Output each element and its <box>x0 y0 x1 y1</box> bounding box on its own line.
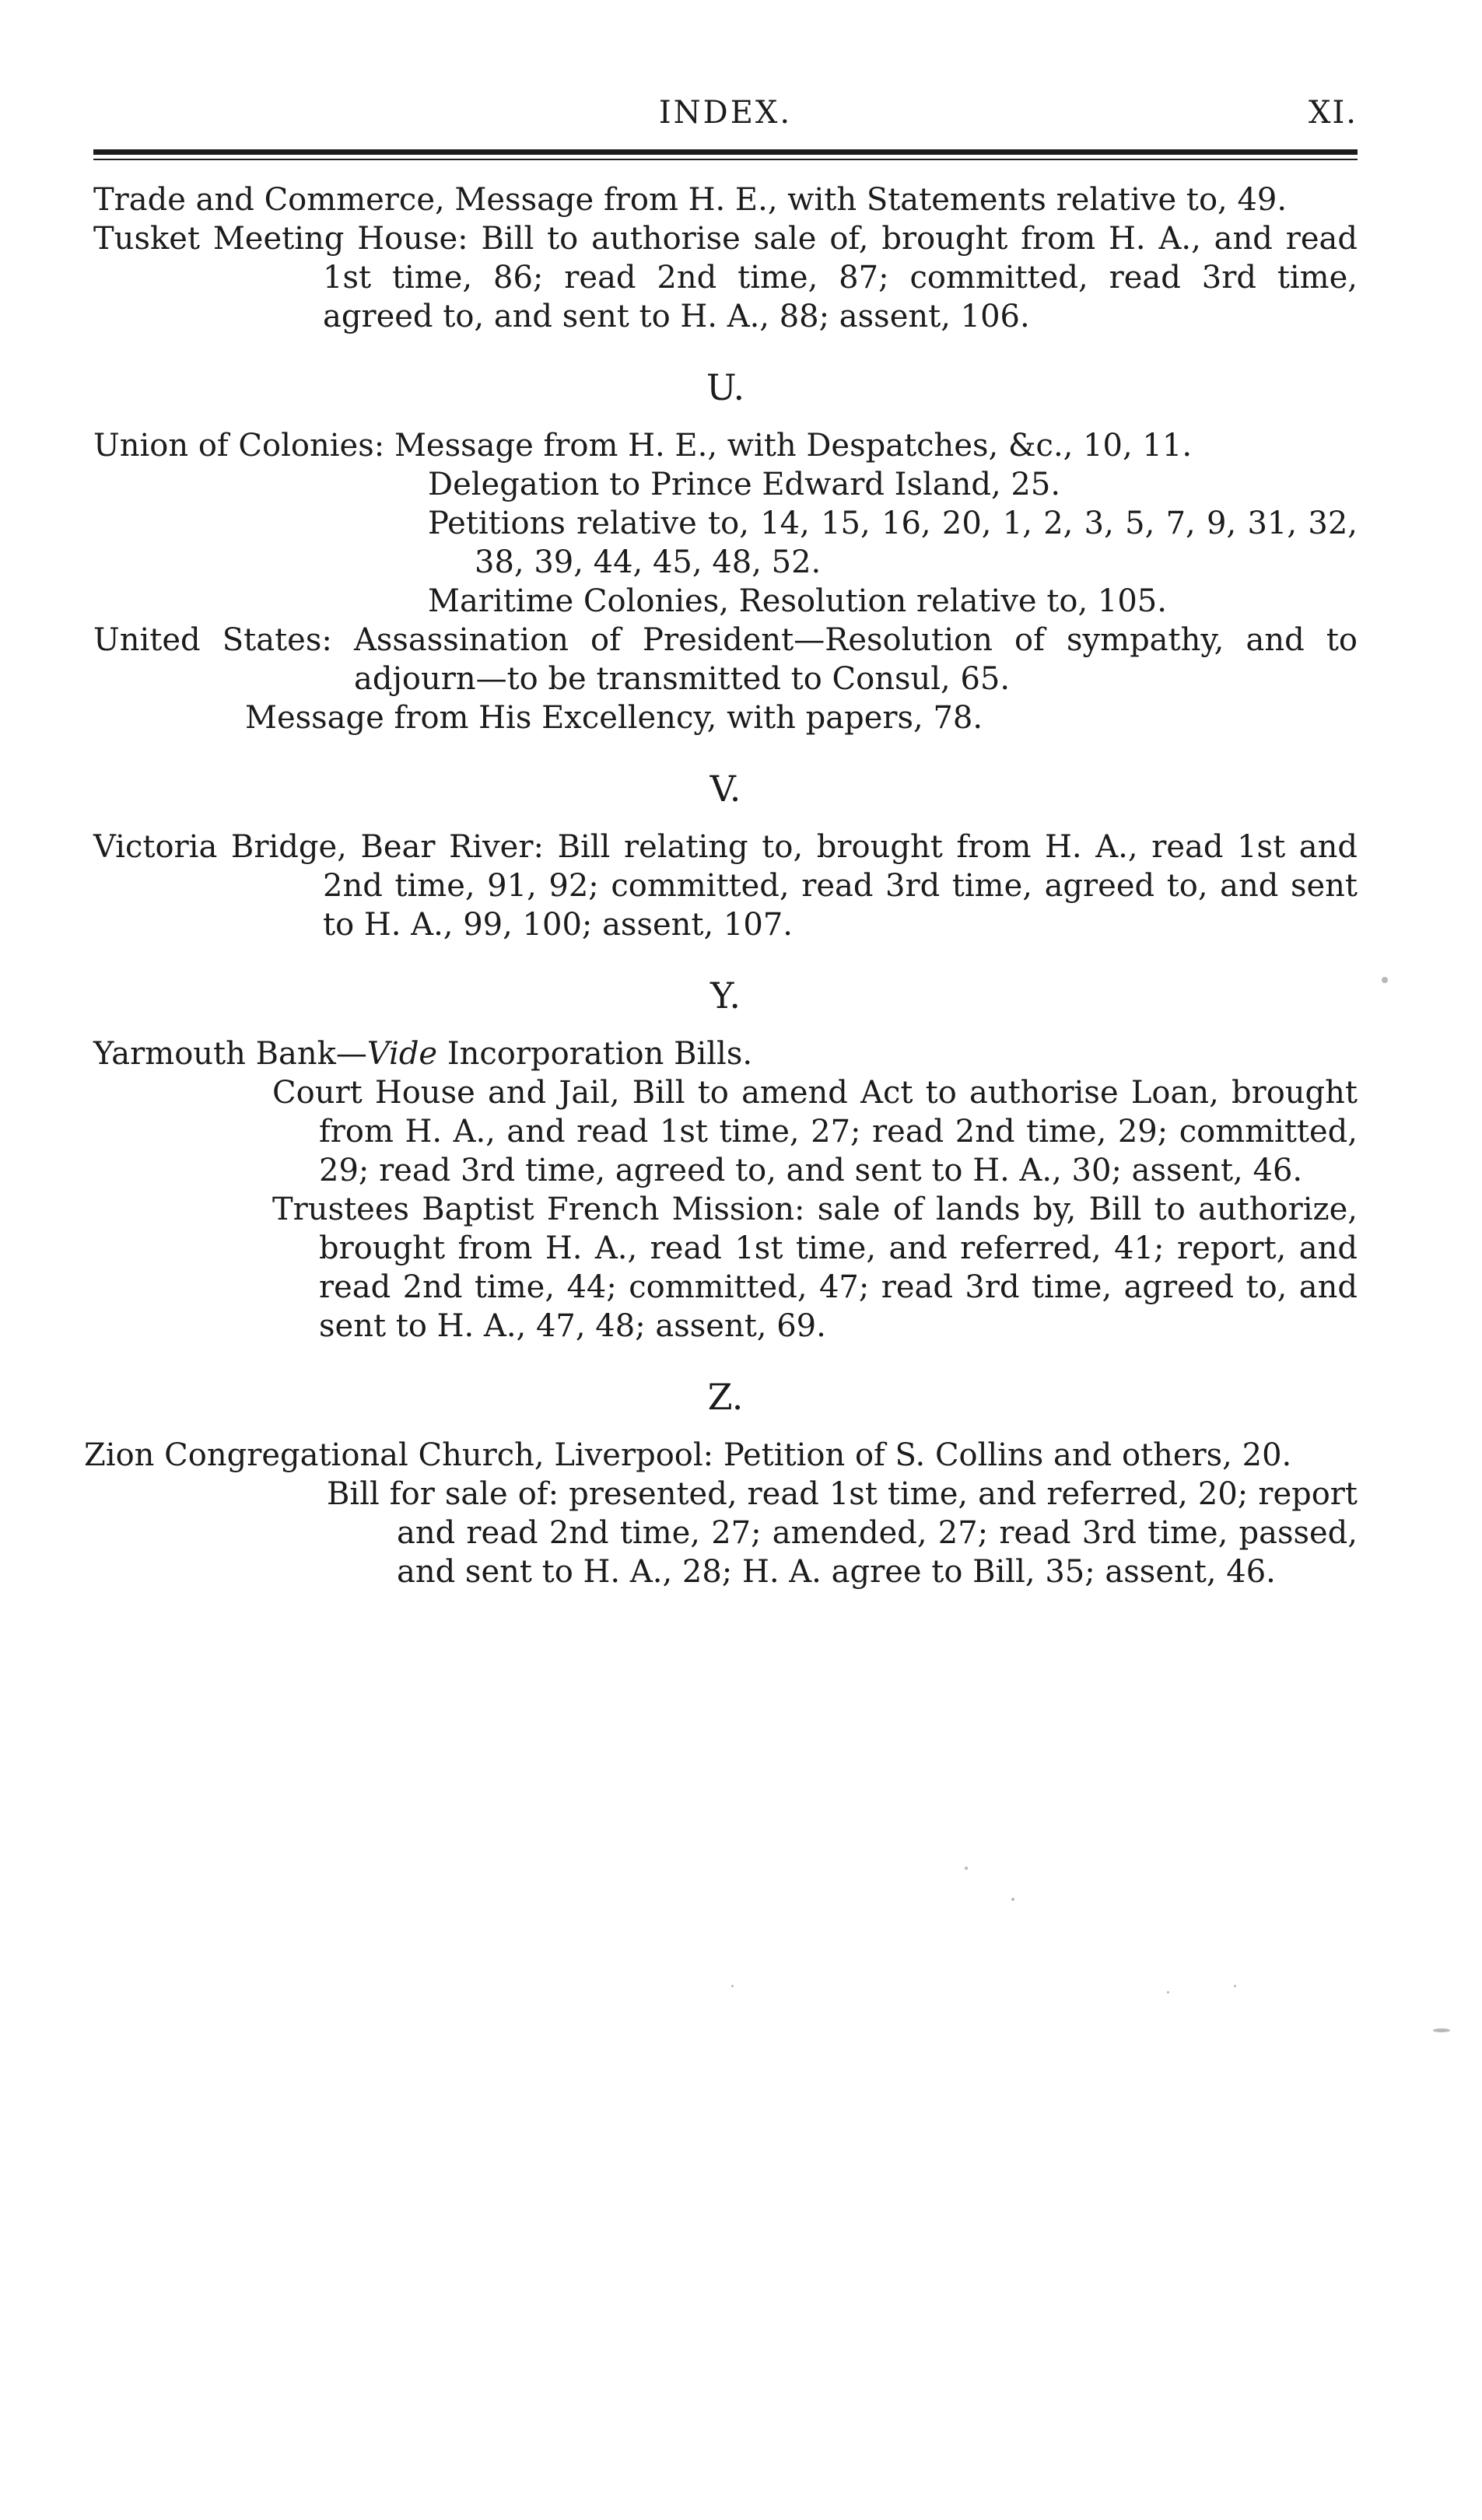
yarmouth-prefix: Yarmouth Bank— <box>93 1036 367 1072</box>
index-entry-victoria: Victoria Bridge, Bear River: Bill relating to, brought from H. A., read 1st and 2nd time, 91, 92; committed, read 3rd time, agreed to, and sent to H. A., 99, 100; assent, 107. <box>93 829 1358 943</box>
zion-bill: Bill for sale of: presented, read 1st time, and referred, 20; report and read 2nd time, 27; amended, 27; read 3rd time, passed, and sent to H. A., 28; H. A. agree to Bill, 35; assent, 46. <box>327 1476 1358 1590</box>
section-letter-u: U. <box>706 366 745 408</box>
index-entry-union <box>93 426 1358 465</box>
header-rule-thin <box>93 159 1358 160</box>
scan-speck <box>1234 1985 1236 1987</box>
scan-speck <box>1433 2028 1450 2032</box>
running-title: INDEX. <box>658 95 793 131</box>
index-entry-united-states: United States: Assassination of President—Resolution of sympathy, and to adjourn—to be transmitted to Consul, 65. <box>93 622 1358 697</box>
index-content <box>84 180 1358 1591</box>
page-header <box>93 95 1358 142</box>
header-rule-thick <box>93 149 1358 155</box>
union-subentries <box>93 465 1358 621</box>
yarmouth-suffix: Incorporation Bills. <box>437 1036 753 1072</box>
scan-speck <box>1167 1991 1169 1993</box>
union-message: Message from H. E., with Despatches, &c., 10, 11. <box>394 428 1193 464</box>
yarmouth-court-house: Court House and Jail, Bill to amend Act to authorise Loan, brought from H. A., and read 1st time, 27; read 2nd time, 29; committed, 29; read 3rd time, agreed to, and sent to H. A., 30; assent, 46. <box>272 1075 1358 1188</box>
union-maritime: Maritime Colonies, Resolution relative to, 105. <box>428 583 1167 619</box>
index-entry-zion: Zion Congregational Church, Liverpool: Petition of S. Collins and others, 20. <box>84 1437 1292 1473</box>
section-letter-v: V. <box>709 768 741 810</box>
scan-speck <box>1011 1898 1014 1901</box>
scan-speck <box>731 1985 734 1987</box>
section-letter-y: Y. <box>709 975 741 1017</box>
yarmouth-vide: Vide <box>366 1036 438 1072</box>
index-entry-yarmouth <box>93 1034 1358 1073</box>
us-message: Message from His Excellency, with papers, 78. <box>245 700 983 736</box>
scan-speck <box>965 1867 968 1870</box>
scan-speck <box>1382 977 1388 983</box>
page-number: XI. <box>1309 95 1358 131</box>
index-entry-trade: Trade and Commerce, Message from H. E., with Statements relative to, 49. <box>93 182 1288 218</box>
index-entry-tusket: Tusket Meeting House: Bill to authorise sale of, brought from H. A., and read 1st time, 86; read 2nd time, 87; committed, read 3rd time, agreed to, and sent to H. A., 88; assent, 106. <box>93 221 1358 334</box>
yarmouth-trustees: Trustees Baptist French Mission: sale of lands by, Bill to authorize, brought from H. A., read 1st time, and referred, 41; report, and read 2nd time, 44; committed, 47; read 3rd time, agreed to, and sent to H. A., 47, 48; assent, 69. <box>272 1192 1358 1344</box>
union-label: Union of Colonies: <box>93 428 385 464</box>
union-delegation: Delegation to Prince Edward Island, 25. <box>428 467 1061 502</box>
section-letter-z: Z. <box>707 1376 744 1418</box>
union-petitions: Petitions relative to, 14, 15, 16, 20, 1, 2, 3, 5, 7, 9, 31, 32, 38, 39, 44, 45, 48, 52. <box>428 506 1358 580</box>
